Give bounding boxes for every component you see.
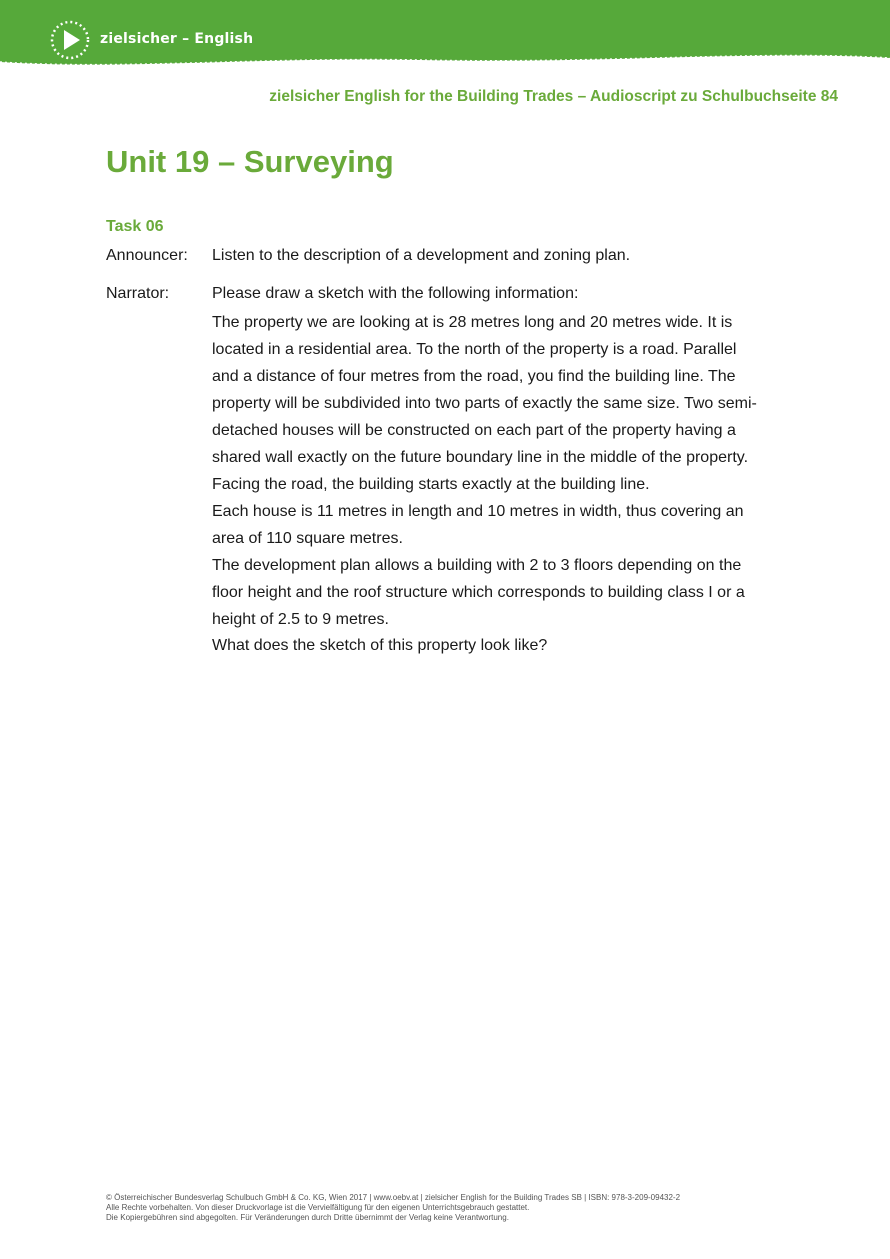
narrator-line: detached houses will be constructed on each part of the property having a [212, 422, 736, 439]
narrator-line: located in a residential area. To the north of the property is a road. Parallel [212, 341, 737, 358]
narrator-line: shared wall exactly on the future boundary line in the middle of the property. [212, 449, 749, 466]
narrator-label: Narrator: [106, 285, 170, 302]
narrator-line: and a distance of four metres from the road, you find the building line. The [212, 368, 736, 385]
task-label: Task 06 [106, 218, 164, 235]
narrator-line: Each house is 11 metres in length and 10 metres in width, thus covering an [212, 503, 744, 520]
brand-name: zielsicher – English [100, 31, 254, 47]
footer-line: Die Kopiergebühren sind abgegolten. Für Veränderungen durch Dritte übernimmt der Verlag keine Verantwortung. [106, 1213, 509, 1222]
narrator-line: Please draw a sketch with the following information: [212, 285, 579, 302]
narrator-line: What does the sketch of this property look like? [212, 637, 548, 654]
footer-line: Alle Rechte vorbehalten. Von dieser Druckvorlage ist die Vervielfältigung für den eigenen Unterrichtsgebrauch gestattet. [106, 1203, 530, 1212]
narrator-line: The property we are looking at is 28 metres long and 20 metres wide. It is [212, 314, 733, 331]
unit-title: Unit 19 – Surveying [106, 144, 394, 179]
announcer-label: Announcer: [106, 247, 188, 264]
copyright-footer [106, 1193, 680, 1223]
narrator-line: Facing the road, the building starts exactly at the building line. [212, 476, 650, 493]
footer-line: © Österreichischer Bundesverlag Schulbuch GmbH & Co. KG, Wien 2017 | www.oebv.at | zielsicher English for the Building Trades SB | ISBN: 978-3-209-09432-2 [106, 1193, 681, 1202]
narrator-line: The development plan allows a building with 2 to 3 floors depending on the [212, 557, 742, 574]
narrator-line: area of 110 square metres. [212, 530, 403, 547]
header-banner [0, 0, 890, 78]
narrator-line: height of 2.5 to 9 metres. [212, 611, 389, 628]
page-subtitle: zielsicher English for the Building Trades – Audioscript zu Schulbuchseite 84 [269, 88, 838, 105]
announcer-text: Listen to the description of a development and zoning plan. [212, 247, 631, 264]
narrator-line: property will be subdivided into two parts of exactly the same size. Two semi- [212, 395, 757, 412]
narrator-line: floor height and the roof structure which corresponds to building class I or a [212, 584, 745, 601]
